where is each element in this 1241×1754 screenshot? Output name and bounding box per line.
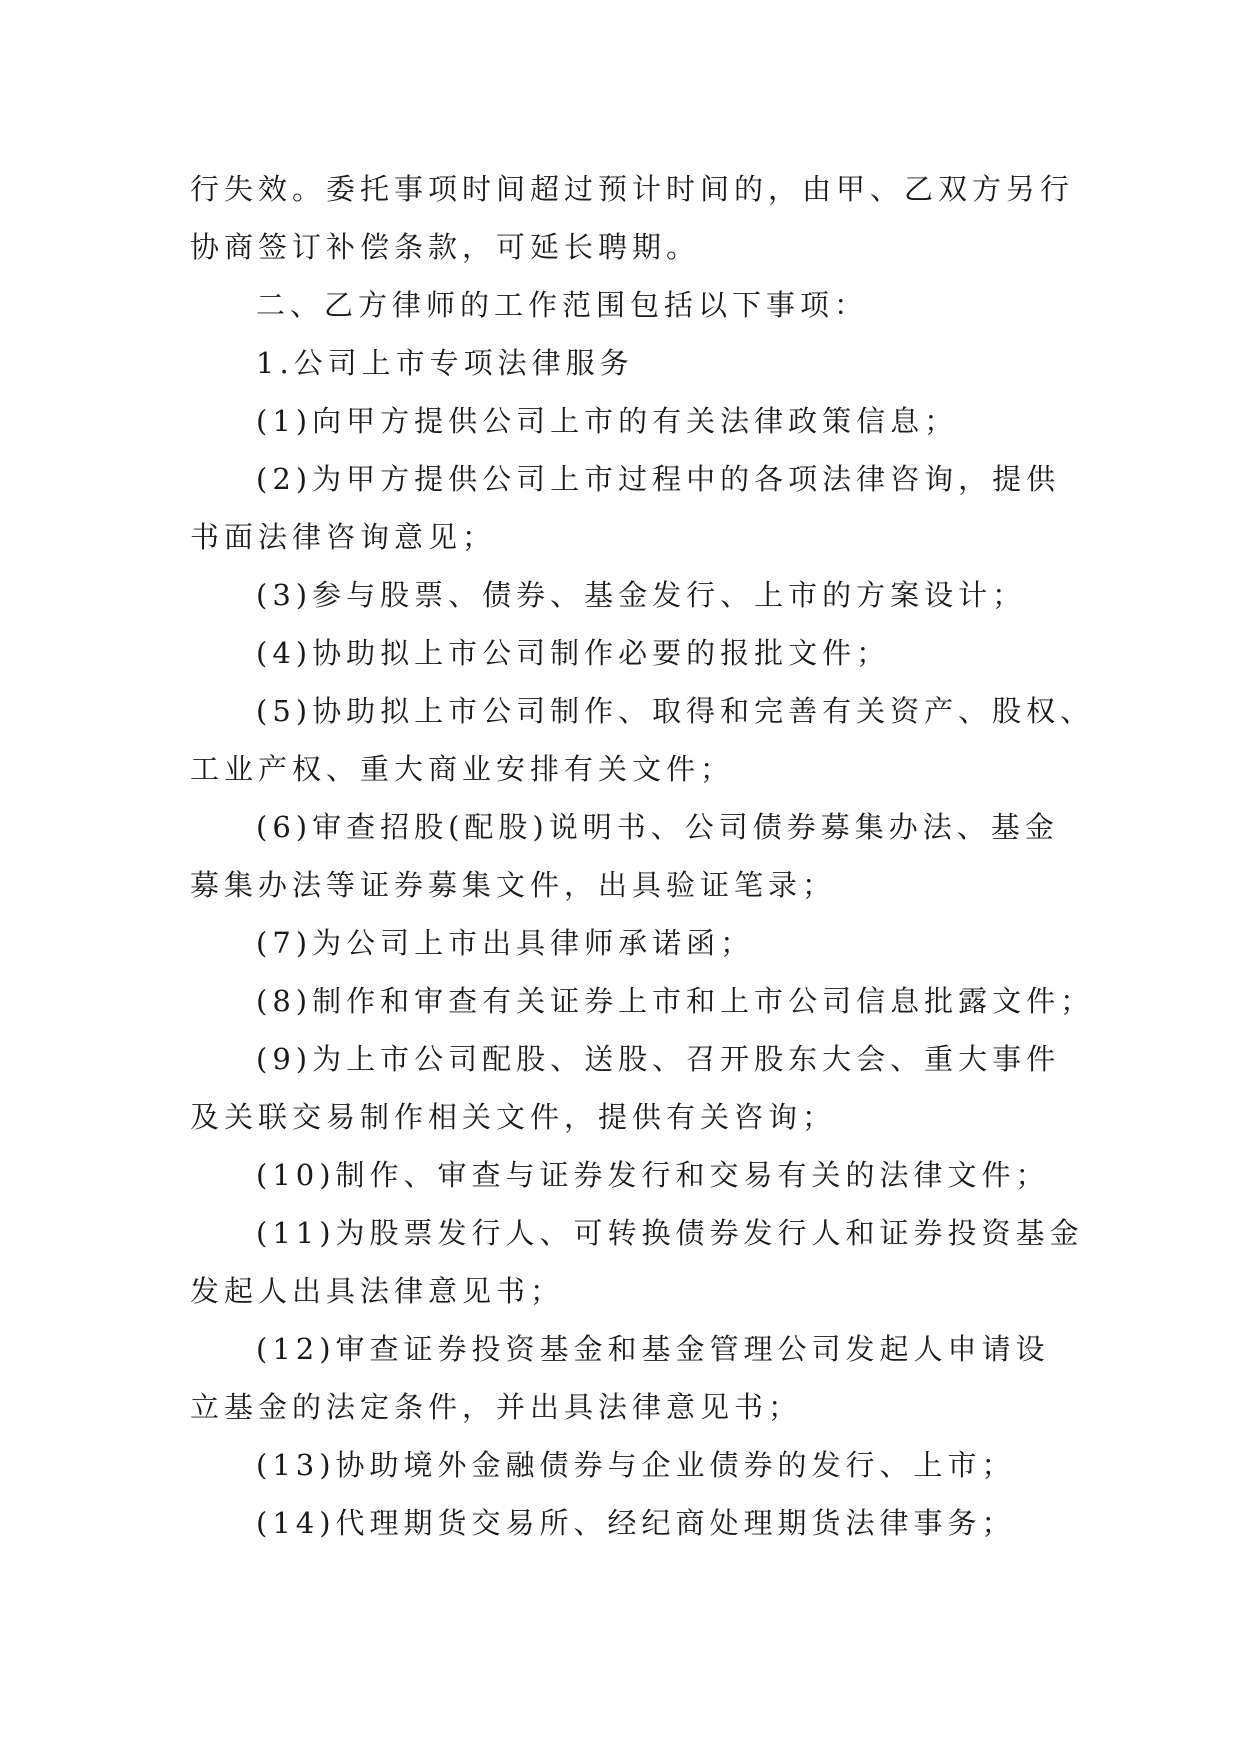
list-item-continuation: 发起人出具法律意见书；	[190, 1274, 565, 1308]
list-item-continuation: 募集办法等证券募集文件，出具验证笔录；	[190, 868, 837, 902]
list-item-continuation: 工业产权、重大商业安排有关文件；	[190, 752, 735, 786]
list-item: (9)为上市公司配股、送股、召开股东大会、重大事件	[256, 1042, 1061, 1076]
text-line: 协商签订补偿条款，可延长聘期。	[190, 230, 701, 264]
list-item: (11)为股票发行人、可转换债券发行人和证券投资基金	[256, 1216, 1084, 1250]
section-heading: 二、乙方律师的工作范围包括以下事项：	[256, 288, 869, 322]
list-item: (5)协助拟上市公司制作、取得和完善有关资产、股权、	[256, 694, 1095, 728]
list-item-continuation: 及关联交易制作相关文件，提供有关咨询；	[190, 1100, 837, 1134]
list-item: (12)审查证券投资基金和基金管理公司发起人申请设	[256, 1332, 1050, 1366]
list-item: (3)参与股票、债券、基金发行、上市的方案设计；	[256, 578, 1027, 612]
list-item-continuation: 书面法律咨询意见；	[190, 520, 497, 554]
list-item: (6)审查招股(配股)说明书、公司债券募集办法、基金	[256, 810, 1059, 844]
list-item: (4)协助拟上市公司制作必要的报批文件；	[256, 636, 891, 670]
list-item: (13)协助境外金融债券与企业债券的发行、上市；	[256, 1448, 1016, 1482]
subsection-heading: 1.公司上市专项法律服务	[256, 346, 634, 380]
list-item: (8)制作和审查有关证券上市和上市公司信息批露文件；	[256, 984, 1095, 1018]
document-body	[190, 160, 1095, 1552]
list-item: (10)制作、审查与证券发行和交易有关的法律文件；	[256, 1158, 1050, 1192]
list-item: (7)为公司上市出具律师承诺函；	[256, 926, 755, 960]
list-item: (2)为甲方提供公司上市过程中的各项法律咨询，提供	[256, 462, 1061, 496]
text-line: 行失效。委托事项时间超过预计时间的，由甲、乙双方另行	[190, 172, 1075, 206]
list-item: (1)向甲方提供公司上市的有关法律政策信息；	[256, 404, 959, 438]
list-item: (14)代理期货交易所、经纪商处理期货法律事务；	[256, 1506, 1016, 1540]
list-item-continuation: 立基金的法定条件，并出具法律意见书；	[190, 1390, 803, 1424]
